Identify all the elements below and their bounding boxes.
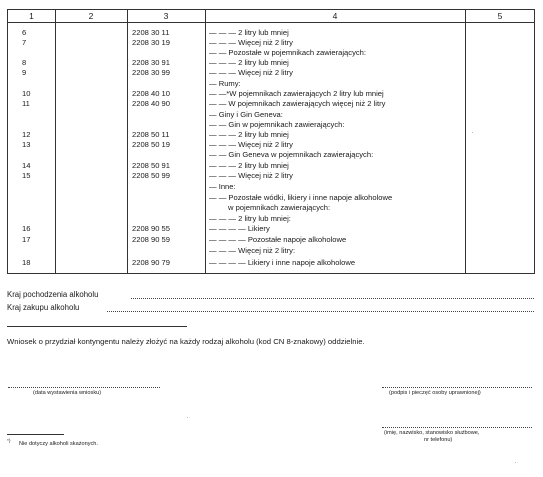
table-row	[8, 68, 534, 77]
row-description: — — — 2 litry lub mniej	[209, 130, 289, 139]
cn-code: 2208 90 59	[132, 235, 171, 244]
row-description: — — — 2 litry lub mniej	[209, 161, 289, 170]
row-number: 14	[22, 161, 31, 170]
table-row	[8, 203, 534, 212]
row-number: 8	[22, 58, 27, 67]
row-description: — —*W pojemnikach zawierających 2 litry lub mniej	[209, 89, 384, 98]
phone-label: nr telefonu)	[424, 437, 453, 443]
cn-code: 2208 30 11	[132, 28, 170, 37]
name-position-field[interactable]	[382, 427, 532, 428]
row-description: — Inne:	[209, 182, 236, 191]
row-number: 11	[22, 99, 30, 108]
cn-code: 2208 50 91	[132, 161, 171, 170]
table-row	[8, 182, 534, 191]
name-position-label: (imię, nazwisko, stanowisko służbowe,	[384, 430, 480, 436]
row-description: — Giny i Gin Geneva:	[209, 110, 283, 119]
table-row	[8, 89, 534, 98]
table-row	[8, 130, 534, 139]
table-row	[8, 150, 534, 159]
row-description: — — Gin w pojemnikach zawierających:	[209, 120, 345, 129]
table-row	[8, 193, 534, 202]
row-description: — — — Więcej niż 2 litry:	[209, 246, 296, 255]
row-number: 7	[22, 38, 27, 47]
cn-code-table	[7, 9, 535, 274]
table-row	[8, 58, 534, 67]
cn-code: 2208 50 99	[132, 171, 171, 180]
row-description: — — — 2 litry lub mniej	[209, 58, 289, 67]
row-description: — — — — Likiery i inne napoje alkoholowe	[209, 258, 356, 267]
row-description: — — Pozostałe wódki, likiery i inne napoje alkoholowe	[209, 193, 393, 202]
table-row	[8, 214, 534, 223]
header-divider	[8, 22, 534, 23]
origin-country-field[interactable]	[131, 298, 534, 299]
table-row	[8, 110, 534, 119]
row-description: — — — — Pozostałe napoje alkoholowe	[209, 235, 347, 244]
row-description: — — — 2 litry lub mniej	[209, 28, 289, 37]
row-description: — — — Więcej niż 2 litry	[209, 38, 293, 47]
row-description: — Rumy:	[209, 79, 241, 88]
row-number: 17	[22, 235, 31, 244]
table-row	[8, 171, 534, 180]
row-description: — — Pozostałe w pojemnikach zawierających:	[209, 48, 367, 57]
row-description: — — — 2 litry lub mniej:	[209, 214, 291, 223]
origin-country-label: Kraj pochodzenia alkoholu	[7, 290, 99, 299]
application-notice: Wniosek o przydział kontyngentu należy złożyć na każdy rodzaj alkoholu (kod CN 8-znakowy) oddzielnie.	[7, 337, 365, 346]
row-description: w pojemnikach zawierających:	[209, 203, 331, 212]
scan-speck	[515, 462, 516, 463]
date-label: (data wystawienia wniosku)	[33, 390, 102, 396]
cn-code: 2208 40 10	[132, 89, 171, 98]
row-description: — — W pojemnikach zawierających więcej niż 2 litry	[209, 99, 386, 108]
signature-label: (podpis i pieczęć osoby uprawnionej)	[389, 390, 481, 396]
table-row	[8, 161, 534, 170]
column-header-1: 1	[29, 11, 34, 21]
row-number: 18	[22, 258, 31, 267]
scan-speck	[187, 417, 188, 418]
table-row	[8, 258, 534, 267]
table-row	[8, 48, 534, 57]
table-row	[8, 28, 534, 37]
footnote-marker: *)	[7, 439, 11, 444]
row-description: — — — Więcej niż 2 litry	[209, 68, 293, 77]
table-row	[8, 38, 534, 47]
cn-code: 2208 30 91	[132, 58, 171, 67]
divider	[7, 326, 187, 327]
cn-code: 2208 50 19	[132, 140, 171, 149]
footnote-rule	[7, 434, 64, 435]
cn-code: 2208 30 99	[132, 68, 171, 77]
table-row	[8, 224, 534, 233]
cn-code: 2208 90 55	[132, 224, 171, 233]
date-field[interactable]	[8, 387, 160, 388]
row-number: 12	[22, 130, 31, 139]
purchase-country-label: Kraj zakupu alkoholu	[7, 303, 80, 312]
table-row	[8, 235, 534, 244]
row-number: 13	[22, 140, 31, 149]
row-number: 9	[22, 68, 27, 77]
table-row	[8, 246, 534, 255]
column-header-5: 5	[497, 11, 503, 21]
cn-code: 2208 50 11	[132, 130, 170, 139]
cn-code: 2208 90 79	[132, 258, 171, 267]
signature-field[interactable]	[382, 387, 532, 388]
row-number: 6	[22, 28, 27, 37]
table-row	[8, 140, 534, 149]
scan-speck	[472, 132, 473, 133]
row-number: 16	[22, 224, 31, 233]
row-description: — — — Więcej niż 2 litry	[209, 171, 293, 180]
column-header-3: 3	[163, 11, 169, 21]
table-row	[8, 79, 534, 88]
row-description: — — — Więcej niż 2 litry	[209, 140, 293, 149]
table-row	[8, 120, 534, 129]
column-header-4: 4	[332, 11, 338, 21]
row-number: 10	[22, 89, 31, 98]
row-number: 15	[22, 171, 31, 180]
column-header-2: 2	[88, 11, 94, 21]
cn-code: 2208 40 90	[132, 99, 171, 108]
purchase-country-field[interactable]	[107, 311, 534, 312]
table-row	[8, 99, 534, 108]
cn-code: 2208 30 19	[132, 38, 171, 47]
row-description: — — — — Likiery	[209, 224, 270, 233]
footnote-text: Nie dotyczy alkoholi skażonych.	[19, 441, 98, 447]
row-description: — — Gin Geneva w pojemnikach zawierających:	[209, 150, 374, 159]
